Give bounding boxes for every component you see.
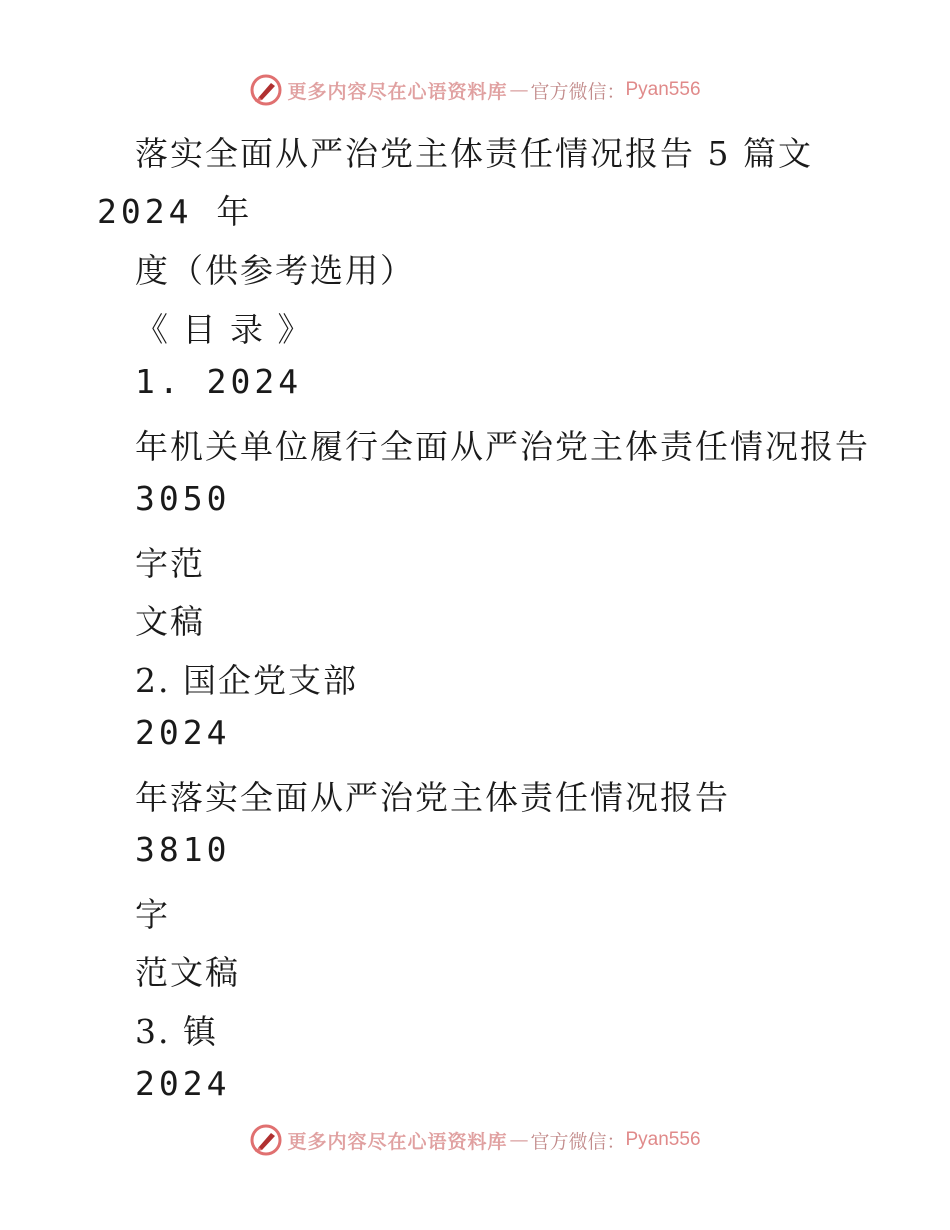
banner-dash: — xyxy=(509,79,529,101)
banner-text: 更多内容尽在心语资料库 xyxy=(287,80,508,103)
pen-logo-icon xyxy=(249,1123,283,1157)
toc-item-1-count: 3050 xyxy=(135,479,231,518)
header-watermark-banner xyxy=(0,70,950,110)
doc-title-line-1: 落实全面从严治党主体责任情况报告 5 篇文 xyxy=(135,134,813,173)
toc-item-3-year: 2024 xyxy=(135,1064,231,1103)
doc-title-line-2: 2024 年 xyxy=(97,192,254,231)
footer-watermark-banner xyxy=(0,1120,950,1160)
toc-item-2-count: 3810 xyxy=(135,830,231,869)
banner-label: 官方微信： xyxy=(530,1130,626,1153)
banner-label: 官方微信： xyxy=(530,80,626,103)
toc-item-1-suffix-b: 文稿 xyxy=(135,602,205,641)
toc-item-2-number: 2. 国企党支部 xyxy=(135,661,358,700)
toc-item-1-title: 年机关单位履行全面从严治党主体责任情况报告 xyxy=(135,427,870,466)
toc-item-1-number: 1. 2024 xyxy=(135,362,303,401)
pen-logo-icon xyxy=(249,73,283,107)
toc-item-1-suffix-a: 字范 xyxy=(135,544,205,583)
banner-text: 更多内容尽在心语资料库 xyxy=(287,1130,508,1153)
toc-item-2-year: 2024 xyxy=(135,713,231,752)
toc-heading: 《 目 录 》 xyxy=(135,310,313,349)
toc-item-2-title: 年落实全面从严治党主体责任情况报告 xyxy=(135,778,730,817)
banner-dash: — xyxy=(509,1129,529,1151)
banner-account: Pyan556 xyxy=(625,1129,701,1150)
banner-account: Pyan556 xyxy=(625,79,701,100)
doc-title-line-3: 度（供参考选用） xyxy=(135,251,415,290)
toc-item-2-suffix-b: 范文稿 xyxy=(135,953,240,992)
toc-item-2-suffix-a: 字 xyxy=(135,895,170,934)
toc-item-3-number: 3. 镇 xyxy=(135,1012,218,1051)
